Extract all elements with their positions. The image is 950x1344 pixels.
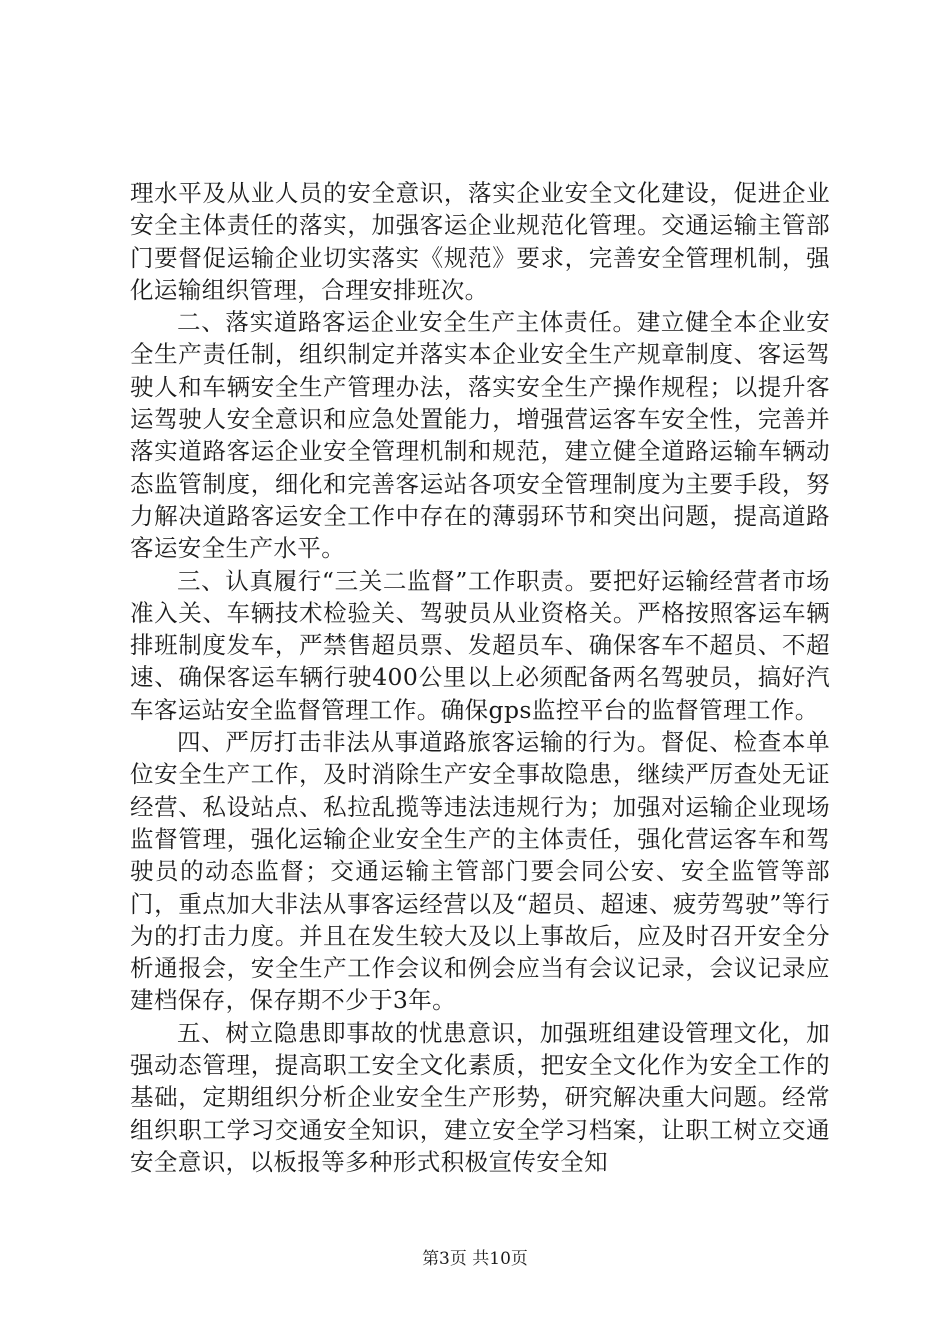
paragraph-4: 四、严厉打击非法从事道路旅客运输的行为。督促、检查本单位安全生产工作，及时消除生产安全事故隐患，继续严厉查处无证经营、私设站点、私拉乱揽等违法违规行为；加强对运输企业现场监督管理，强化运输企业安全生产的主体责任，强化营运客车和驾驶员的动态监督；交通运输主管部门要会同公安、安全监管等部门，重点加大非法从事客运经营以及“超员、超速、疲劳驾驶”等行为的打击力度。并且在发生较大及以上事故后，应及时召开安全分析通报会，安全生产工作会议和例会应当有会议记录，会议记录应建档保存，保存期不少于3年。 xyxy=(130,728,830,1015)
paragraph-2: 二、落实道路客运企业安全生产主体责任。建立健全本企业安全生产责任制，组织制定并落实本企业安全生产规章制度、客运驾驶人和车辆安全生产管理办法，落实安全生产操作规程；以提升客运驾驶人安全意识和应急处置能力，增强营运客车安全性，完善并落实道路客运企业安全管理机制和规范，建立健全道路运输车辆动态监管制度，细化和完善客运站各项安全管理制度为主要手段，努力解决道路客运安全工作中存在的薄弱环节和突出问题，提高道路客运安全生产水平。 xyxy=(130,308,830,563)
page-number-footer: 第3页 共10页 xyxy=(422,1249,528,1269)
document-body xyxy=(130,177,830,1178)
paragraph-1: 理水平及从业人员的安全意识，落实企业安全文化建设，促进企业安全主体责任的落实，加强客运企业规范化管理。交通运输主管部门要督促运输企业切实落实《规范》要求，完善安全管理机制，强化运输组织管理，合理安排班次。 xyxy=(130,179,830,304)
paragraph-5: 五、树立隐患即事故的忧患意识，加强班组建设管理文化，加强动态管理，提高职工安全文化素质，把安全文化作为安全工作的基础，定期组织分析企业安全生产形势，研究解决重大问题。经常组织职工学习交通安全知识，建立安全学习档案，让职工树立交通安全意识，以板报等多种形式积极宣传安全知 xyxy=(130,1018,830,1176)
paragraph-3: 三、认真履行“三关二监督”工作职责。要把好运输经营者市场准入关、车辆技术检验关、驾驶员从业资格关。严格按照客运车辆排班制度发车，严禁售超员票、发超员车、确保客车不超员、不超速、确保客运车辆行驶400公里以上必须配备两名驾驶员，搞好汽车客运站安全监督管理工作。确保gps监控平台的监督管理工作。 xyxy=(130,566,830,724)
